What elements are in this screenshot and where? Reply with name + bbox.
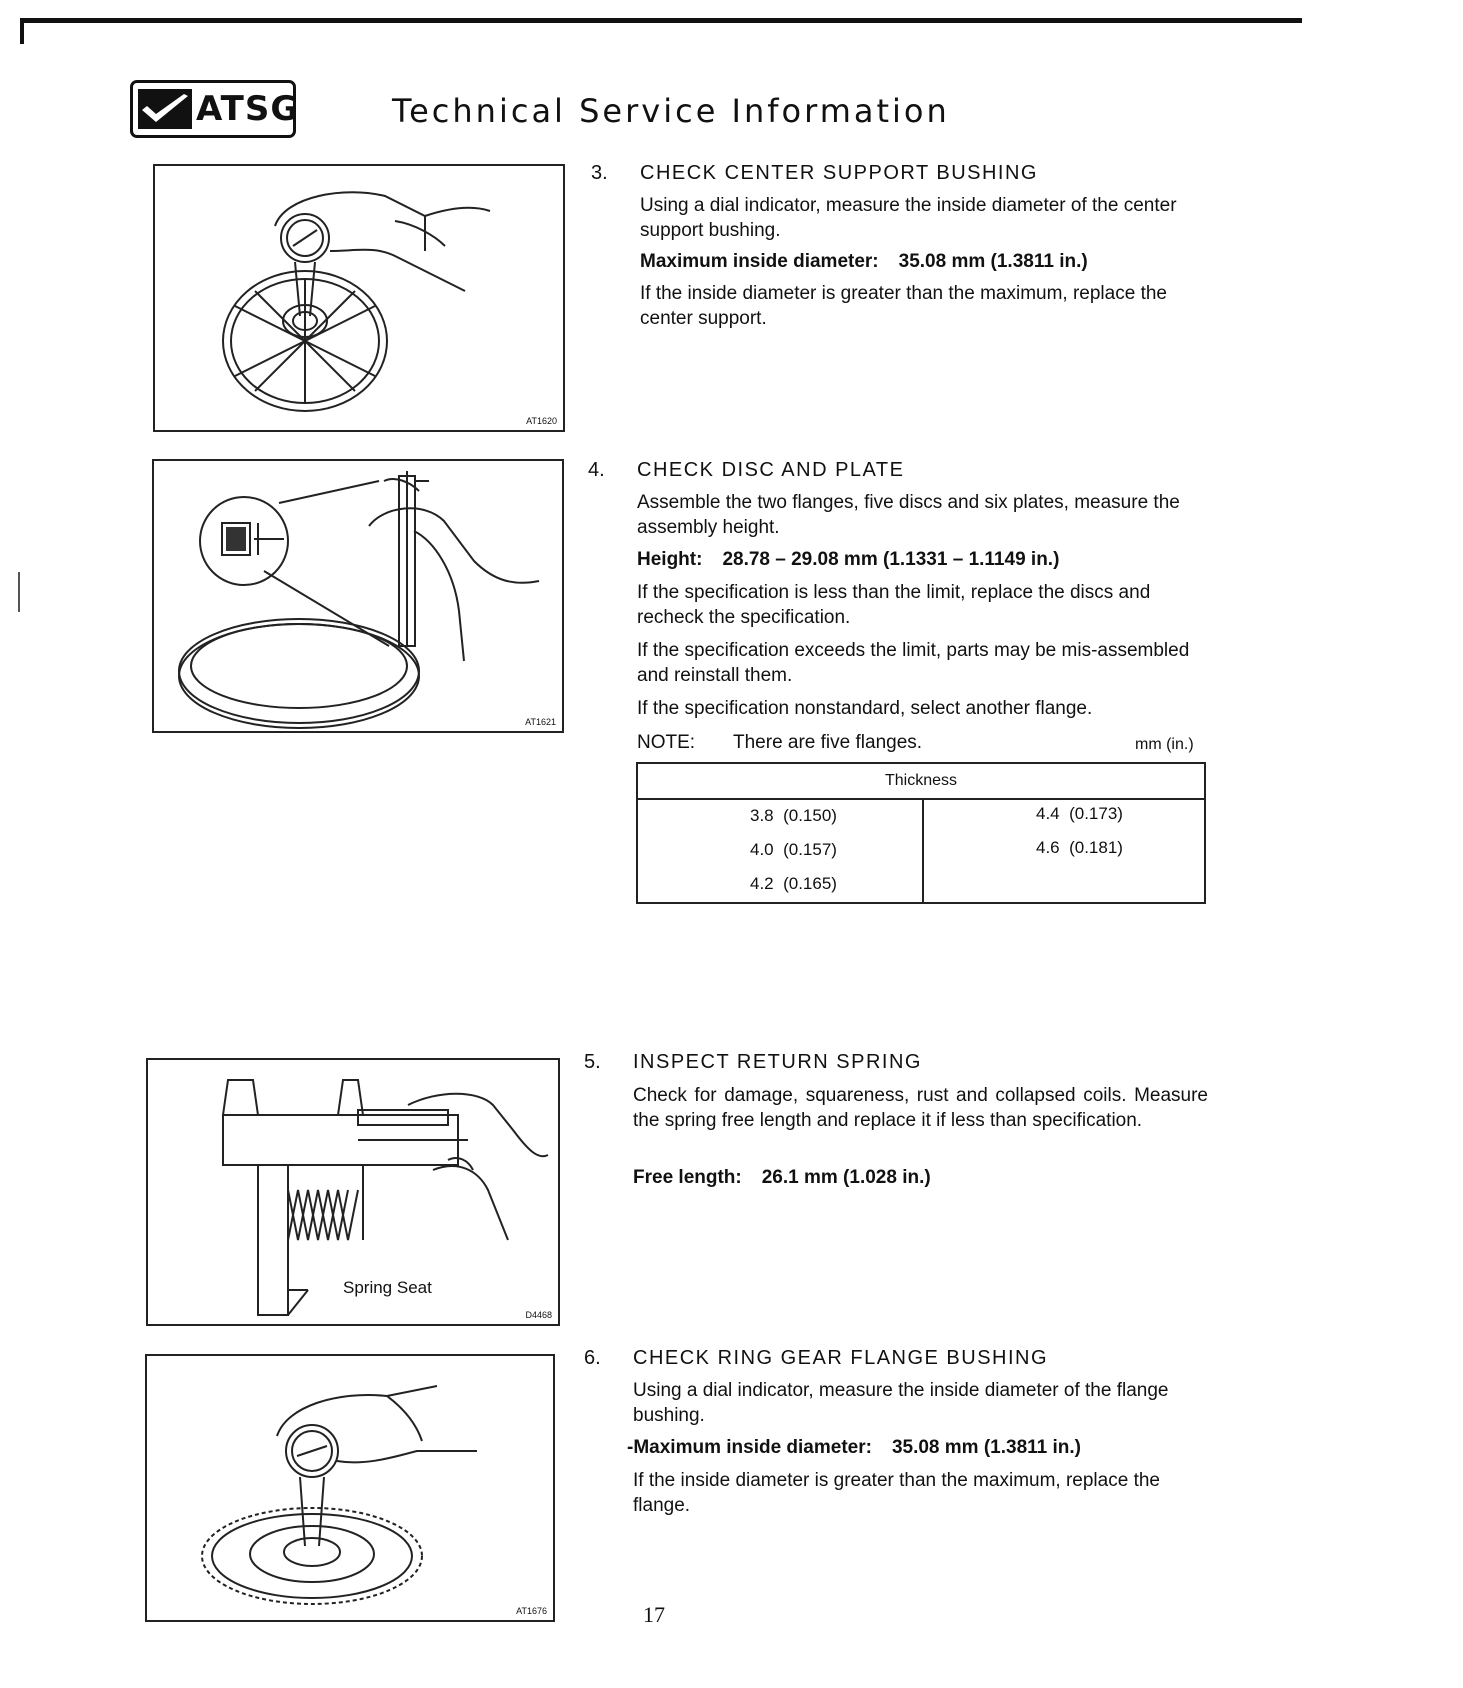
table-cell: 4.2 (0.165) [750, 874, 837, 893]
page-number: 17 [643, 1602, 665, 1627]
dial-indicator-illustration [147, 1356, 557, 1624]
note-label: NOTE: [637, 732, 696, 753]
figure-return-spring [146, 1058, 560, 1326]
flange-thickness-table [636, 762, 1206, 904]
table-units: mm (in.) [1135, 736, 1194, 753]
spec-line [640, 249, 1088, 274]
page-corner-rule [20, 18, 24, 44]
instruction-text: Using a dial indicator, measure the inside diameter of the center support bushing. [640, 195, 1177, 241]
figure-center-support [153, 164, 565, 432]
spec-label: -Maximum inside diameter: [627, 1437, 872, 1458]
instruction-text: If the specification nonstandard, select another flange. [637, 698, 1093, 719]
instruction-text: Check for damage, squareness, rust and collapsed coils. Measure the spring free length and replace it if less than specification. [633, 1085, 1208, 1131]
table-cell: 3.8 (0.150) [750, 806, 837, 825]
step-number: 3. [591, 162, 608, 184]
logo-text: ATSG [196, 89, 300, 129]
table-header: Thickness [638, 764, 1204, 800]
spec-label: Free length: [633, 1167, 742, 1188]
instruction-text: If the specification is less than the limit, replace the discs and recheck the specification. [637, 582, 1151, 628]
height-gauge-illustration [154, 461, 566, 735]
spec-label: Height: [637, 549, 703, 570]
figure-ring-gear-flange [145, 1354, 555, 1622]
step-number: 5. [584, 1051, 601, 1073]
figure-disc-and-plate [152, 459, 564, 733]
spec-line [637, 547, 1059, 572]
atsg-logo [130, 80, 300, 138]
step-number: 6. [584, 1347, 601, 1369]
page-top-rule [20, 18, 1302, 23]
step-number: 4. [588, 459, 605, 481]
checkmark-icon [138, 89, 192, 129]
spec-line [633, 1165, 931, 1190]
page-title: Technical Service Information [392, 92, 950, 130]
dial-indicator-illustration [155, 166, 567, 434]
spec-line [627, 1435, 1081, 1460]
instruction-text: If the specification exceeds the limit, parts may be mis-assembled and reinstall them. [637, 640, 1190, 686]
figure-code: AT1620 [526, 416, 557, 426]
instruction-text: Using a dial indicator, measure the inside diameter of the flange bushing. [633, 1380, 1169, 1426]
spec-value: 35.08 mm (1.3811 in.) [898, 251, 1088, 272]
spring-seat-label: Spring Seat [343, 1278, 432, 1297]
figure-code: AT1621 [525, 717, 556, 727]
instruction-text: Assemble the two flanges, five discs and six plates, measure the assembly height. [637, 492, 1180, 538]
table-column-left [638, 800, 924, 904]
page-margin-mark [18, 572, 20, 612]
figure-code: AT1676 [516, 1606, 547, 1616]
section-heading: INSPECT RETURN SPRING [633, 1051, 922, 1073]
section-heading: CHECK CENTER SUPPORT BUSHING [640, 162, 1038, 184]
figure-code: D4468 [525, 1310, 552, 1320]
spec-value: 35.08 mm (1.3811 in.) [891, 1437, 1082, 1458]
table-cell: 4.0 (0.157) [750, 840, 837, 859]
spec-label: Maximum inside diameter: [640, 251, 879, 272]
instruction-text: If the inside diameter is greater than the maximum, replace the center support. [640, 283, 1167, 329]
note-text: There are five flanges. [733, 732, 923, 753]
section-heading: CHECK RING GEAR FLANGE BUSHING [633, 1347, 1049, 1369]
spec-value: 26.1 mm (1.028 in.) [761, 1167, 931, 1188]
instruction-text: If the inside diameter is greater than the maximum, replace the flange. [633, 1470, 1160, 1516]
section-heading: CHECK DISC AND PLATE [637, 459, 905, 481]
table-cell: 4.6 (0.181) [1036, 838, 1123, 857]
table-cell: 4.4 (0.173) [1036, 804, 1123, 823]
spec-value: 28.78 – 29.08 mm (1.1331 – 1.1149 in.) [722, 549, 1060, 570]
